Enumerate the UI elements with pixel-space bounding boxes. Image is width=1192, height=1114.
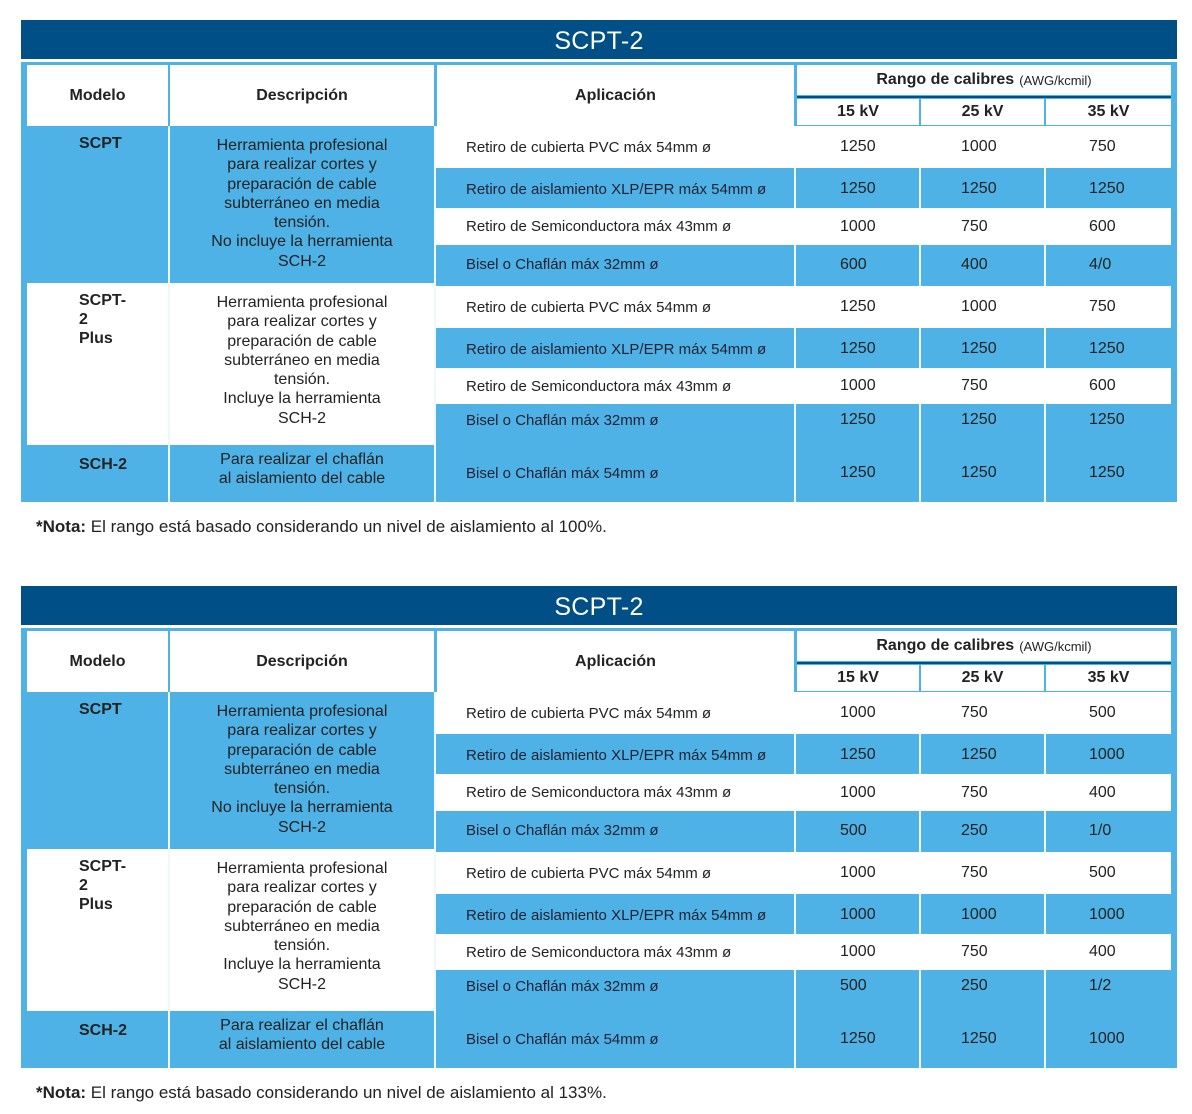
application-row [436,971,1171,1001]
description-line: preparación de cable [227,898,377,916]
application-text: Bisel o Chaflán máx 32mm ø [466,822,659,839]
value-35kv: 1250 [1089,464,1125,481]
value-15kv: 1250 [840,138,876,155]
header-kv-2: 25 kV [921,665,1044,691]
application-text: Retiro de aislamiento XLP/EPR máx 54mm ø [466,180,767,198]
header-modelo: Modelo [27,631,168,692]
description-line: No incluye la herramienta [211,233,393,251]
description-cell [170,283,434,445]
value-15kv: 1250 [840,340,876,357]
description-line: subterráneo en media [224,351,380,369]
application-text: Bisel o Chaflán máx 54mm ø [466,1030,659,1048]
value-25kv: 400 [961,255,988,273]
application-row [436,774,1171,811]
table-title: SCPT-2 [21,20,1177,59]
description-line: Herramienta profesional [216,294,388,311]
table-body [21,62,1177,502]
description-line: No incluye la herramienta [211,799,393,817]
model-cell: SCH-2 [79,1022,128,1039]
value-35kv: 1000 [1089,1030,1125,1047]
application-text: Retiro de Semiconductora máx 43mm ø [466,218,732,235]
value-15kv: 1000 [840,217,876,235]
header-descripcion: Descripción [170,631,434,692]
value-15kv: 1250 [840,464,876,481]
value-25kv: 1000 [961,298,997,315]
header-divider [797,662,1171,664]
description-line: tensión. [273,780,331,798]
spec-table-2 [21,586,1177,1068]
description-line: SCH-2 [277,252,326,270]
application-text: Retiro de aislamiento XLP/EPR máx 54mm ø [466,340,767,358]
header-rango [797,65,1171,95]
application-text: Retiro de aislamiento XLP/EPR máx 54mm ø [466,906,767,924]
description-line: Incluye la herramienta [223,956,381,974]
value-15kv: 1250 [840,298,876,315]
header-kv-1: 15 kV [797,99,919,125]
column-divider [1044,692,1046,1068]
description-line: para realizar cortes y [227,722,377,740]
value-35kv: 400 [1089,943,1116,960]
header-kv-1: 15 kV [797,665,919,691]
description-line: SCH-2 [277,409,326,427]
application-row [436,331,1171,367]
description-line: Herramienta profesional [216,703,388,720]
value-15kv: 1000 [840,906,876,923]
value-25kv: 1000 [961,906,997,923]
model-cell: SCPT-2 Plus [27,283,168,445]
value-25kv: 1250 [961,340,997,357]
column-divider [434,126,436,502]
application-row [436,248,1171,281]
value-15kv: 1000 [840,783,876,801]
column-divider [794,692,796,1068]
column-divider [794,126,796,502]
header-rango-label: Rango de calibres [876,71,1015,88]
value-15kv: 1000 [840,704,876,721]
footnote-text: El rango está basado considerando un nivel de aislamiento al 100%. [86,517,607,536]
value-35kv: 1/0 [1089,821,1112,839]
value-15kv: 1250 [840,1030,876,1047]
value-25kv: 750 [961,704,988,721]
header-rango-unit: (AWG/kcmil) [1019,72,1092,88]
description-line: Herramienta profesional [216,860,388,877]
value-15kv: 1000 [840,864,876,881]
description-line: Incluye la herramienta [223,390,381,408]
application-text: Retiro de cubierta PVC máx 54mm ø [466,864,712,882]
application-row [436,171,1171,207]
value-35kv: 1000 [1089,746,1125,763]
description-line: subterráneo en media [224,917,380,935]
application-row [436,208,1171,245]
value-35kv: 1250 [1089,340,1125,357]
application-text: Retiro de cubierta PVC máx 54mm ø [466,138,712,156]
value-15kv: 600 [840,255,867,273]
application-row [436,934,1171,970]
value-35kv: 4/0 [1089,255,1112,273]
application-row [436,852,1171,894]
column-divider [434,692,436,1068]
application-text: Bisel o Chaflán máx 32mm ø [466,411,659,429]
application-row [436,692,1171,734]
value-25kv: 750 [961,783,988,801]
value-25kv: 750 [961,864,988,881]
value-15kv: 1250 [840,180,876,197]
value-25kv: 250 [961,977,988,994]
description-line: SCH-2 [277,975,326,993]
value-35kv: 1250 [1089,180,1125,197]
value-15kv: 1000 [840,377,876,394]
application-text: Retiro de Semiconductora máx 43mm ø [466,943,732,961]
header-kv-2: 25 kV [921,99,1044,125]
application-text: Retiro de Semiconductora máx 43mm ø [466,377,732,395]
footnote-label: *Nota: [36,517,87,536]
value-25kv: 1250 [961,411,997,428]
column-divider [168,692,170,1068]
value-35kv: 750 [1089,138,1116,155]
value-15kv: 500 [840,821,867,839]
application-text: Bisel o Chaflán máx 32mm ø [466,256,659,273]
header-modelo: Modelo [27,65,168,126]
header-descripcion: Descripción [170,65,434,126]
description-line: subterráneo en media [224,194,380,212]
value-25kv: 1250 [961,180,997,197]
header-divider [797,96,1171,98]
description-cell [170,692,434,847]
application-row [436,405,1171,435]
application-text: Retiro de aislamiento XLP/EPR máx 54mm ø [466,746,767,764]
model-cell: SCPT-2 Plus [27,849,168,1011]
footnote-label: *Nota: [36,1083,87,1102]
value-35kv: 1/2 [1089,977,1112,994]
description-line: Para realizar el chaflán [220,1017,384,1034]
value-15kv: 1250 [840,411,876,428]
application-text: Retiro de cubierta PVC máx 54mm ø [466,704,712,722]
table-body [21,628,1177,1068]
value-35kv: 400 [1089,783,1116,801]
model-cell: SCH-2 [79,456,128,473]
column-divider [168,126,170,502]
value-25kv: 1250 [961,464,997,481]
description-line: tensión. [273,371,331,389]
column-divider [919,126,921,502]
description-line: tensión. [273,937,331,955]
description-line: para realizar cortes y [227,879,377,897]
header-rango-unit: (AWG/kcmil) [1019,638,1092,654]
value-25kv: 1250 [961,1030,997,1047]
value-35kv: 600 [1089,217,1116,235]
description-line: subterráneo en media [224,760,380,778]
header-rango-label: Rango de calibres [876,637,1015,654]
application-row [436,1013,1171,1065]
application-row [436,814,1171,847]
value-15kv: 1000 [840,943,876,960]
value-35kv: 1000 [1089,906,1125,923]
application-row [436,286,1171,328]
description-line: preparación de cable [227,175,377,193]
application-text: Bisel o Chaflán máx 32mm ø [466,977,659,995]
application-row [436,897,1171,933]
value-35kv: 500 [1089,704,1116,721]
value-25kv: 1250 [961,746,997,763]
value-25kv: 250 [961,821,988,839]
header-rango [797,631,1171,661]
model-cell: SCPT [79,701,122,718]
value-35kv: 750 [1089,298,1116,315]
footnote [36,1083,607,1103]
description-cell [170,1013,434,1065]
application-text: Retiro de Semiconductora máx 43mm ø [466,784,732,801]
value-35kv: 1250 [1089,411,1125,428]
description-cell [170,849,434,1011]
value-15kv: 1250 [840,746,876,763]
application-row [436,737,1171,773]
description-line: preparación de cable [227,332,377,350]
header-aplicacion: Aplicación [437,631,794,692]
column-divider [919,692,921,1068]
value-35kv: 500 [1089,864,1116,881]
model-cell: SCPT [79,135,122,152]
value-25kv: 750 [961,377,988,394]
description-line: al aislamiento del cable [218,1036,386,1054]
value-25kv: 750 [961,217,988,235]
description-line: al aislamiento del cable [218,470,386,488]
application-text: Bisel o Chaflán máx 54mm ø [466,464,659,482]
application-row [436,368,1171,404]
header-aplicacion: Aplicación [437,65,794,126]
description-line: para realizar cortes y [227,156,377,174]
column-divider [1044,126,1046,502]
description-line: preparación de cable [227,741,377,759]
description-line: SCH-2 [277,818,326,836]
value-25kv: 1000 [961,138,997,155]
value-35kv: 600 [1089,377,1116,394]
description-cell [170,126,434,281]
header-kv-3: 35 kV [1046,99,1171,125]
description-line: para realizar cortes y [227,313,377,331]
footnote [36,517,607,537]
application-row [436,126,1171,168]
description-cell [170,447,434,499]
value-15kv: 500 [840,977,867,994]
spec-table-1 [21,20,1177,502]
value-25kv: 750 [961,943,988,960]
description-line: Herramienta profesional [216,137,388,154]
header-kv-3: 35 kV [1046,665,1171,691]
application-text: Retiro de cubierta PVC máx 54mm ø [466,298,712,316]
footnote-text: El rango está basado considerando un nivel de aislamiento al 133%. [86,1083,607,1102]
description-line: Para realizar el chaflán [220,451,384,468]
description-line: tensión. [273,214,331,232]
table-title: SCPT-2 [21,586,1177,625]
application-row [436,447,1171,499]
